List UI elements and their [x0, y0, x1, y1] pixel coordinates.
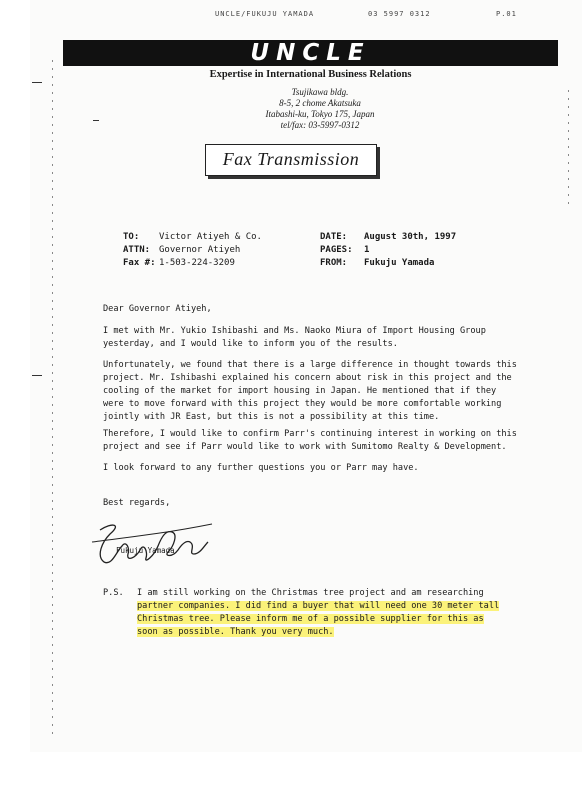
paragraph-1 [103, 325, 503, 351]
field-value: Governor Atiyeh [159, 245, 241, 255]
paragraph-2 [103, 359, 517, 424]
signature-name: Fukuju Yamada [116, 546, 175, 555]
ps-line [137, 613, 517, 626]
field-fax [123, 258, 235, 270]
field-label: PAGES: [320, 245, 353, 255]
ps-body [137, 587, 517, 639]
closing: Best regards, [103, 498, 171, 508]
ps-label: P.S. [103, 588, 124, 598]
field-attn [123, 245, 240, 257]
fax-header-sender: UNCLE/FUKUJU YAMADA [215, 10, 315, 18]
company-logo: UNCLE [250, 40, 371, 66]
paragraph-line: I look forward to any further questions you or Parr may have. [103, 463, 419, 473]
ps-line [137, 600, 517, 613]
ps-line-text: partner companies. I did find a buyer that will need one 30 meter tall [137, 601, 500, 611]
field-pages [320, 245, 369, 257]
paragraph-line: I met with Mr. Yukio Ishibashi and Ms. Naoko Miura of Import Housing Group [103, 326, 486, 336]
right-margin-dots [568, 90, 569, 210]
margin-tick [32, 82, 42, 83]
paragraph-line: project. Mr. Ishibashi explained his concern about risk in this project and the [103, 373, 512, 383]
paragraph-line: jointly with JR East, but this is not a possibility at this time. [103, 412, 440, 422]
company-banner [63, 40, 558, 66]
field-label: TO: [123, 232, 140, 242]
margin-tick [93, 120, 99, 121]
fax-transmission-box [205, 144, 377, 176]
paragraph-4 [103, 462, 503, 475]
paragraph-line: were to move forward with this project they would be more comfortable working [103, 399, 502, 409]
fax-header-number: 03 5997 0312 [368, 10, 431, 18]
paragraph-line: yesterday, and I would like to inform you of the results. [103, 339, 398, 349]
salutation: Dear Governor Atiyeh, [103, 304, 212, 314]
paragraph-3 [103, 428, 517, 454]
fax-header-page: P.01 [496, 10, 517, 18]
field-from [320, 258, 434, 270]
field-to [123, 232, 262, 244]
address-line: Itabashi-ku, Tokyo 175, Japan [265, 109, 375, 119]
ps-line-text: I am still working on the Christmas tree project and am researching [137, 588, 484, 598]
address-line: Tsujikawa bldg. [291, 87, 349, 97]
ps-line [137, 626, 517, 639]
field-value: August 30th, 1997 [364, 232, 457, 242]
doc-type-title: Fax Transmission [222, 149, 360, 169]
field-label: FROM: [320, 258, 348, 268]
address-line: tel/fax: 03-5997-0312 [280, 120, 360, 130]
field-value: 1-503-224-3209 [159, 258, 235, 268]
fax-transmit-header [0, 10, 582, 22]
field-value: Victor Atiyeh & Co. [159, 232, 262, 242]
ps-line-text: soon as possible. Thank you very much. [137, 627, 334, 637]
ps-line-text: Christmas tree. Please inform me of a possible supplier for this as [137, 614, 484, 624]
field-label: DATE: [320, 232, 348, 242]
field-label: Fax #: [123, 258, 156, 268]
margin-tick [32, 375, 42, 376]
company-tagline: Expertise in International Business Relations [209, 69, 412, 80]
ps-line [137, 587, 517, 600]
paragraph-line: cooling of the market for import housing in Japan. He mentioned that if they [103, 386, 497, 396]
paragraph-line: Therefore, I would like to confirm Parr's continuing interest in working on this [103, 429, 517, 439]
field-value: Fukuju Yamada [364, 258, 435, 268]
address-line: 8-5, 2 chome Akatsuka [279, 98, 361, 108]
paragraph-line: Unfortunately, we found that there is a large difference in thought towards this [103, 360, 517, 370]
left-margin-dots [52, 60, 53, 740]
field-label: ATTN: [123, 245, 151, 255]
field-value: 1 [364, 245, 370, 255]
paragraph-line: project and see if Parr would like to work with Sumitomo Realty & Development. [103, 442, 507, 452]
field-date [320, 232, 456, 244]
handwritten-signature [82, 512, 222, 572]
